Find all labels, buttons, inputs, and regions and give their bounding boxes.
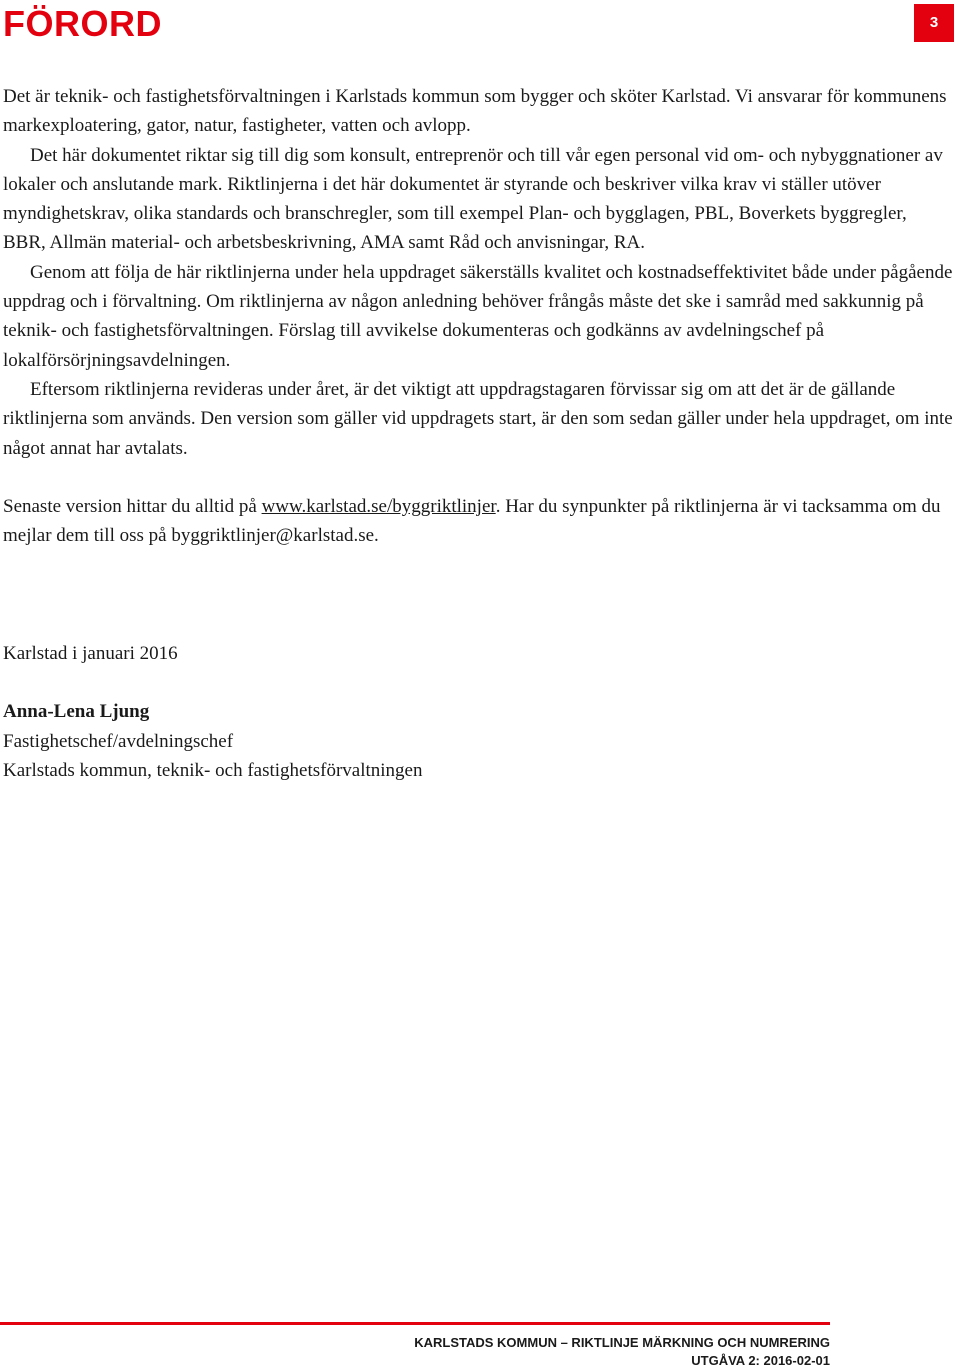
page-title: FÖRORD — [3, 3, 162, 44]
riktlinjer-link[interactable]: www.karlstad.se/byggriktlinjer — [261, 496, 496, 518]
paragraph-quality: Genom att följa de här riktlinjerna under hela uppdraget säkerställs kvalitet och kostnadseffektivitet både under pågående uppdrag och i förvaltning. Om riktlinjerna av någon anledning behöver frångås måste det ske i samråd med sakkunnig på teknik- och fastighetsförvaltningen. Förslag till avvikelse dokumenteras och godkänns av avdelningschef på lokalförsörjningsavdelningen. — [3, 261, 953, 371]
latest-version-text: Senaste version hittar du alltid på — [3, 496, 262, 518]
paragraph-revisions: Eftersom riktlinjerna revideras under året, är det viktigt att uppdragstagaren förvissar sig om att det är de gällande riktlinjerna som används. Den version som gäller vid uppdragets start, är den som sedan gäller under hela uppdraget, om inte något annat har avtalats. — [3, 378, 953, 459]
signature-role: Fastighetschef/avdelningschef — [3, 730, 234, 752]
footer-document-title: KARLSTADS KOMMUN – RIKTLINJE MÄRKNING OCH NUMRERING — [414, 1335, 830, 1350]
footer-divider — [0, 1322, 830, 1325]
paragraph-audience: Det här dokumentet riktar sig till dig som konsult, entreprenör och till vår egen personal vid om- och nybyggnationer av lokaler och anslutande mark. Riktlinjerna i det här dokumentet är styrande och beskriver vilka krav vi ställer utöver myndighetskrav, olika standards och branschregler, som till exempel Plan- och bygglagen, PBL, Boverkets byggregler, BBR, Allmän material- och arbetsbeskrivning, AMA samt Råd och anvisningar, RA. — [3, 144, 943, 254]
footer-edition: UTGÅVA 2: 2016-02-01 — [691, 1353, 830, 1368]
paragraph-intro: Det är teknik- och fastighetsförvaltningen i Karlstads kommun som bygger och sköter Karlstad. Vi ansvarar för kommunens markexploatering, gator, natur, fastigheter, vatten och avlopp. — [3, 86, 947, 137]
signature-name: Anna-Lena Ljung — [3, 701, 150, 723]
spacer — [3, 609, 953, 638]
signature-organization: Karlstads kommun, teknik- och fastighetsförvaltningen — [3, 759, 423, 781]
spacer — [3, 551, 953, 610]
feedback-text: . Har du synpunkter på riktlinjerna är vi tacksamma om du mejlar dem till oss på byggriktlinjer@karlstad.se. — [3, 496, 941, 547]
signature-place-date: Karlstad i januari 2016 — [3, 642, 178, 664]
document-body — [3, 82, 953, 785]
spacer — [3, 463, 953, 492]
paragraph-latest-version — [3, 492, 953, 551]
page-number-badge: 3 — [914, 4, 954, 42]
spacer — [3, 668, 953, 697]
